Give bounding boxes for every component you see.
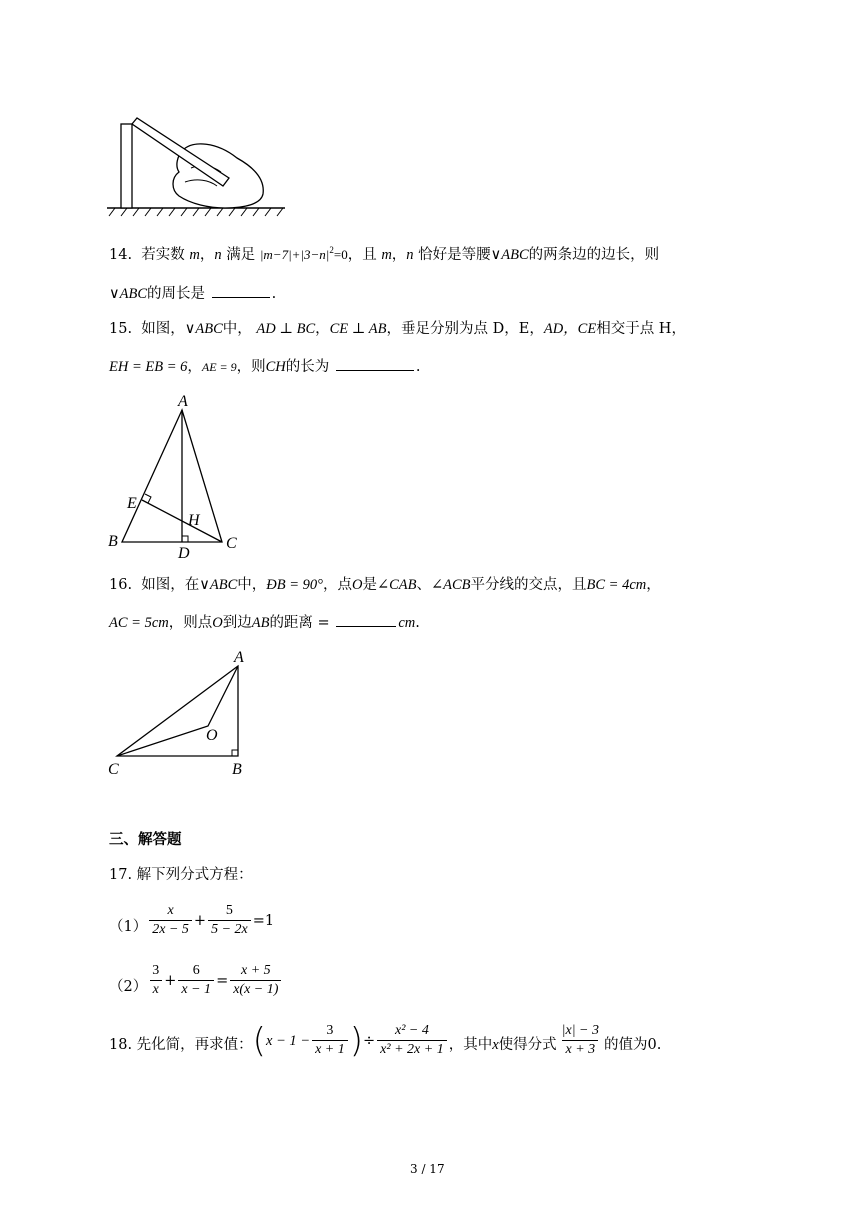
answer-blank-15[interactable] xyxy=(336,356,414,371)
question-18: 18. 先化简，再求值： ( x − 1 − $\frac{3}{x + 1}$ ) ÷ $\frac{\text{x² − 4}}{\text{x² + 2x + 1}}$ ，其中x使得分式 $\frac{|x| - 3}{x + 3}$ 的值为0. xyxy=(109,1020,662,1061)
question-15-line-1: 15. 如图，∨ABC中， AD ⊥ BC，CE ⊥ AB，垂足分别为点 D，E，AD，CE相交于点 H， xyxy=(109,321,686,337)
question-14-line-1: 14. 若实数 m，n 满足 $|m-7|+|3-n|^2=0$，且 m，n 恰好是等腰∨ABC的两条边的边长，则 xyxy=(109,245,660,263)
label-C: C xyxy=(108,761,119,778)
answer-blank-14[interactable] xyxy=(212,283,270,298)
question-16-line-1: 16. 如图，在∨ABC中，ÐB = 90°，点O是∠CAB、∠ACB平分线的交点，且BC = 4cm， xyxy=(109,577,661,593)
label-E: E xyxy=(127,495,137,512)
figure-triangle-16 xyxy=(100,646,260,778)
question-14-line-2: ∨ABC的周长是 . xyxy=(109,283,276,304)
label-D: D xyxy=(178,545,190,558)
question-15-line-2: EH = EB = 6，AE = 9，则CH的长为 . xyxy=(109,356,421,377)
page-number: 3 / 17 xyxy=(410,1162,445,1176)
figure-triangle-15 xyxy=(100,388,250,558)
section-3-heading: 三、解答题 xyxy=(109,832,182,848)
label-A: A xyxy=(234,649,244,666)
answer-blank-16[interactable] xyxy=(336,612,396,627)
label-C: C xyxy=(226,535,237,552)
label-O: O xyxy=(206,727,218,744)
label-H: H xyxy=(188,512,200,529)
figure-leaning-stick xyxy=(105,112,290,217)
question-16-line-2: AC = 5cm，则点O到边AB的距离 = cm. xyxy=(109,612,420,633)
question-17-part-2: （2） $\frac{3}{x}$ + $\frac{6}{x - 1}$ = $\frac{x + 5}{x(x - 1)}$ xyxy=(109,962,283,999)
label-B: B xyxy=(108,533,118,550)
question-17: 17. 解下列分式方程： xyxy=(109,867,253,883)
label-A: A xyxy=(178,393,188,410)
question-17-part-1: （1） $\frac{x}{2x - 5}$ + $\frac{5}{5 - 2x}$ =1 xyxy=(109,903,275,937)
label-B: B xyxy=(232,761,242,778)
